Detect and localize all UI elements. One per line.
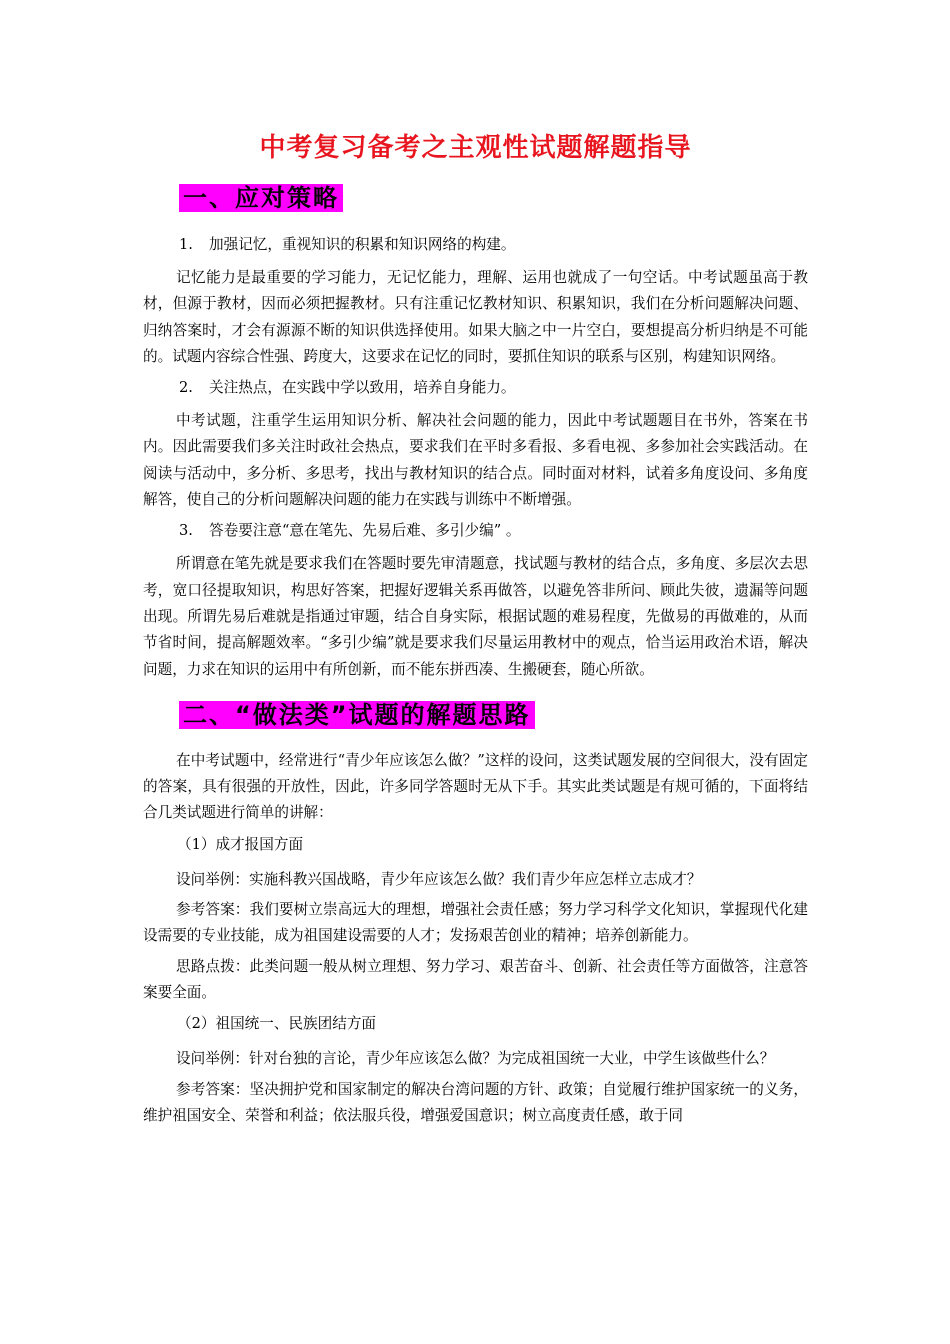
- paragraph-hotspots: 中考试题，注重学生运用知识分析、解决社会问题的能力，因此中考试题题目在书外，答案在书内。因此需要我们多关注时政社会热点，要求我们在平时多看报、多看电视、多参加社会实践活动。在阅读与活动中，多分析、多思考，找出与教材知识的结合点。同时面对材料，试着多角度设问、多角度解答，使自己的分析问题解决问题的能力在实践与训练中不断增强。: [143, 412, 808, 509]
- document-title: 中考复习备考之主观性试题解题指导: [259, 133, 692, 163]
- item-number: 2.: [179, 379, 193, 397]
- item-number: 3.: [179, 522, 193, 540]
- numbered-item-2: [179, 374, 808, 402]
- paragraph-memory: 记忆能力是最重要的学习能力，无记忆能力，理解、运用也就成了一句空话。中考试题虽高于教材，但源于教材，因而必须把握教材。只有注重记忆教材知识、积累知识，我们在分析问题解决问题、归纳答案时，才会有源源不断的知识供选择使用。如果大脑之中一片空白，要想提高分析归纳是不可能的。试题内容综合性强、跨度大，这要求在记忆的同时，要抓住知识的联系与区别，构建知识网络。: [143, 269, 808, 365]
- document-body: [143, 128, 808, 1133]
- paragraph-answering: 所谓意在笔先就是要求我们在答题时要先审清题意，找试题与教材的结合点，多角度、多层次去思考，宽口径提取知识，构思好答案，把握好逻辑关系再做答，以避免答非所问、顾此失彼，遗漏等问题出现。所谓先易后难就是指通过审题，结合自身实际，根据试题的难易程度，先做易的再做难的，从而节省时间，提高解题效率。“多引少编”就是要求我们尽量运用教材中的观点，恰当运用政治术语，解决问题，力求在知识的运用中有所创新，而不能东拼西凑、生搬硬套，随心所欲。: [143, 555, 808, 678]
- paragraph-reference-answer: 参考答案：我们要树立崇高远大的理想，增强社会责任感；努力学习科学文化知识，掌握现代化建设需要的专业技能，成为祖国建设需要的人才；发扬艰苦创业的精神；培养创新能力。: [143, 901, 808, 945]
- section-heading-methods: [179, 697, 808, 736]
- section-heading-strategy: [179, 180, 808, 219]
- numbered-item-3: [179, 517, 808, 545]
- paragraph-intro: 在中考试题中，经常进行“青少年应该怎么做？”这样的设问，这类试题发展的空间很大，没有固定的答案，具有很强的开放性，因此，许多同学答题时无从下手。其实此类试题是有规可循的，下面将结合几类试题进行简单的讲解：: [143, 751, 808, 822]
- item-text: 关注热点，在实践中学以致用，培养自身能力。: [209, 379, 516, 397]
- numbered-item-1: [179, 231, 808, 259]
- section-heading-text: 一、应对策略: [179, 184, 343, 212]
- subheading-unification: （2）祖国统一、民族团结方面: [177, 1015, 377, 1033]
- item-number: 1.: [179, 236, 193, 253]
- paragraph-hint: 思路点拨：此类问题一般从树立理想、努力学习、艰苦奋斗、创新、社会责任等方面做答，注意答案要全面。: [143, 957, 808, 1001]
- item-text: 答卷要注意“意在笔先、先易后难、多引少编” 。: [209, 522, 521, 540]
- paragraph-reference-answer: 参考答案：坚决拥护党和国家制定的解决台湾问题的方针、政策；自觉履行维护国家统一的义务，维护祖国安全、荣誉和利益；依法服兵役，增强爱国意识；树立高度责任感，敢于同: [143, 1080, 808, 1124]
- item-text: 加强记忆，重视知识的积累和知识网络的构建。: [209, 236, 516, 253]
- paragraph-example-question: 设问举例：实施科教兴国战略，青少年应该怎么做？我们青少年应怎样立志成才？: [176, 870, 702, 888]
- section-heading-text: 二、“做法类”试题的解题思路: [179, 701, 535, 729]
- subheading-patriotism: （1）成才报国方面: [177, 835, 304, 853]
- paragraph-example-question: 设问举例：针对台独的言论，青少年应该怎么做？为完成祖国统一大业，中学生该做些什么？: [176, 1050, 775, 1068]
